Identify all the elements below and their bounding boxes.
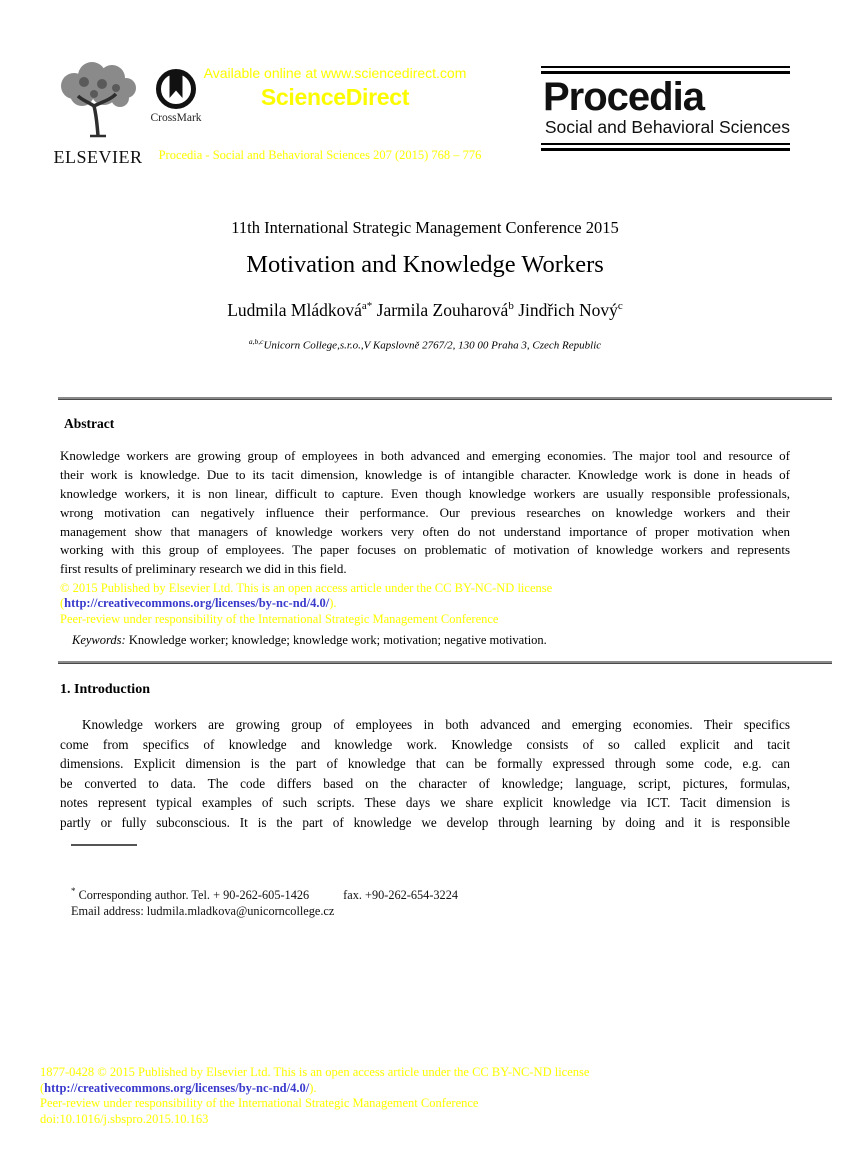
elsevier-tree-icon [54,60,142,140]
issn-copyright-line: 1877-0428 © 2015 Published by Elsevier Ltd. This is an open access article under the CC BY-NC-ND license [40,1065,590,1079]
license-block [60,581,552,627]
author [227,300,372,320]
introduction-line: partly or fully subconscious. It is the part of knowledge we develop through learning by doing and it is responsible [60,814,790,830]
author-superscript: a* [361,300,373,313]
paren-close: ). [329,596,337,611]
abstract-line: first results of preliminary research we did in this field. [60,561,347,577]
footnote-email: Email address: ludmila.mladkova@unicorncollege.cz [71,904,335,919]
elsevier-wordmark: ELSEVIER [53,147,143,167]
keywords-text: Knowledge worker; knowledge; knowledge work; motivation; negative motivation. [125,633,547,647]
paper-title: Motivation and Knowledge Workers [246,251,604,278]
introduction-line: be converted to data. The code differs based on the character of knowledge; language, script, pictures, formulas, [60,775,790,791]
abstract-line: wrong motivation can negatively influence their performance. Our previous researches on knowledge workers and their [60,504,790,520]
journal-citation: Procedia - Social and Behavioral Sciences 207 (2015) 768 – 776 [158,148,482,162]
footnote-line-1 [71,883,458,903]
paren-close: ). [309,1080,317,1095]
doi-text: doi:10.1016/j.sbspro.2015.10.163 [40,1111,209,1126]
procedia-logo [541,66,790,151]
author-superscript: c [617,300,623,313]
author-name: Jarmila Zouharová [376,300,509,320]
available-online-text: Available online at www.sciencedirect.com [203,65,467,81]
paren-open: ( [60,596,65,611]
author-name: Ludmila Mládková [227,300,362,320]
section-divider [58,661,832,664]
page-footer [40,1065,589,1127]
sciencedirect-wordmark[interactable]: ScienceDirect [260,84,410,110]
license-link-line [60,596,552,611]
author-superscript: b [508,300,514,313]
peer-review-line: Peer-review under responsibility of the International Strategic Management Conference [60,611,499,626]
footnote-divider [71,844,137,846]
abstract-line: knowledge workers, it is non linear, difficult to capture. Even though knowledge workers are usually responsible professionals, [60,485,790,501]
procedia-title: Procedia [543,75,704,119]
abstract-heading: Abstract [64,416,115,431]
introduction-line: notes represent typical examples of such scripts. These days we share explicit knowledge via ICT. Tacit dimension is [60,795,790,811]
license-line: © 2015 Published by Elsevier Ltd. This is an open access article under the CC BY-NC-ND license [60,581,553,595]
introduction-line: dimensions. Explicit dimension is the part of knowledge that can be formally expressed through some code, e.g. can [60,756,790,772]
corresponding-author-note [71,883,458,919]
logo-rule-bottom [541,143,790,151]
introduction-heading: 1. Introduction [60,682,150,697]
logo-rule-top [541,66,790,74]
abstract-line: Knowledge workers are growing group of employees in both advanced and emerging economies. The major tool and resource of [60,448,790,463]
author-name: Jindřich Nový [518,300,618,320]
abstract-paragraph [60,447,790,579]
sciencedirect-header [170,65,500,111]
cc-license-link[interactable]: http://creativecommons.org/licenses/by-nc-nd/4.0/ [64,596,330,611]
abstract-line: working with this group of employees. The paper focuses on problematic of motivation of knowledge workers and represents [60,542,790,558]
author [518,300,623,320]
footnote-star: * [71,886,76,896]
affiliation [60,337,790,352]
affiliation-superscript: a,b,c [248,337,264,346]
introduction-paragraph [60,715,790,833]
conference-title: 11th International Strategic Management Conference 2015 [231,218,619,237]
paren-open: ( [40,1080,45,1095]
author [377,300,514,320]
crossmark-label: CrossMark [150,112,202,124]
footnote-tel: Corresponding author. Tel. + 90-262-605-1426 [75,888,310,903]
authors-line [60,300,790,321]
procedia-subtitle: Social and Behavioral Sciences [544,117,790,137]
footer-link-line [40,1081,589,1097]
keywords-label: Keywords: [72,633,126,647]
peer-review-line: Peer-review under responsibility of the International Strategic Management Conference [40,1096,479,1111]
footnote-fax: fax. +90-262-654-3224 [343,888,459,903]
affiliation-text: Unicorn College,s.r.o.,V Kapslovně 2767/2, 130 00 Praha 3, Czech Republic [263,339,602,352]
section-divider [58,397,832,400]
cc-license-link[interactable]: http://creativecommons.org/licenses/by-nc-nd/4.0/ [44,1080,310,1095]
keywords-line [72,633,547,648]
introduction-line: Knowledge workers are growing group of employees in both advanced and emerging economies. Their specifics [82,717,790,732]
abstract-line: management show that managers of knowledge workers very often do not understand importance of proper motivation when [60,523,790,539]
introduction-line: come from specifics of knowledge and knowledge work. Knowledge consists of so called explicit and tacit [60,736,790,752]
abstract-line: their work is knowledge. Due to its tacit dimension, knowledge is of intangible character. Knowledge work is done in heads of [60,466,790,482]
